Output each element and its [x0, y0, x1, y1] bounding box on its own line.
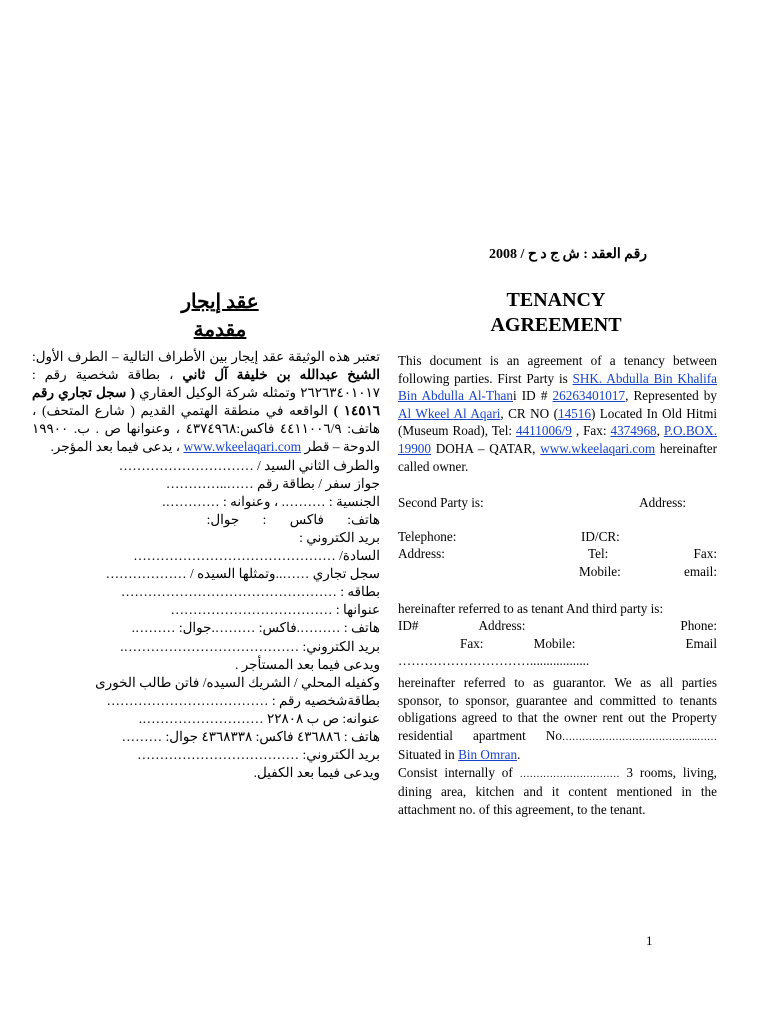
second-party-address-label: Address:	[639, 495, 686, 511]
arabic-line: هاتف: فاكس : جوال:	[206, 511, 380, 527]
pobox-link[interactable]: P.O.BOX. 19900	[398, 423, 717, 456]
arabic-line: والطرف الثاني السيد / …………………………	[118, 457, 380, 473]
arabic-line: هاتف : ……….فاكس: ……….جوال: ……….	[131, 620, 380, 636]
arabic-line: سجل تجاري ……..وتمثلها السيده / ………………	[105, 566, 380, 582]
first-party-link[interactable]: SHK. Abdulla Bin Khalifa Bin Abdulla Al-Than	[398, 370, 717, 404]
english-title-line1: TENANCY	[506, 289, 606, 311]
arabic-intro: تعتبر هذه الوثيقة عقد إيجار بين الأطراف التالية – الطرف الأول: الشيخ عبدالله بن خليفة آل ثاني ، بطاقة شخصية رقم : ٢٦٢٦٣٤٠١٠١٧ وتمثله شركة الوكيل العقاري ( سجل تجاري رقم ١٤٥١٦ ) الواقعه في منطقة الهتمي القديم ( شارع المتحف) ، هاتف: ٤٤١١٠٠٦/٩ فاكس:٤٣٧٤٩٦٨ ، وعنوانها ص . ب. ١٩٩٠٠ الدوحة – قطر www.wkeelaqari.com ، يدعى فيما بعد المؤجر.	[32, 349, 381, 455]
consist-paragraph: Consist internally of ………………………… 3 rooms, living, dining area, kitchen and it content mentioned in the attachment no. of this agreement, to the tenant.	[398, 764, 717, 818]
fax3-label: Fax:	[460, 635, 484, 651]
arabic-column	[32, 348, 380, 782]
arabic-title-line2: مقدمة	[193, 319, 247, 341]
cr-number-link[interactable]: 14516	[557, 405, 591, 421]
website-link[interactable]: www.wkeelaqari.com	[540, 440, 656, 456]
arabic-website-link[interactable]: www.wkeelaqari.com	[183, 439, 302, 455]
guarantor-paragraph: hereinafter referred to as guarantor. We as all parties sponsor, to sponsor, guarantee and committed to tenants obligations agreed to that the owner rent out the Property residential apartment No…………………………………..…… Situated in Bin Omran.	[398, 674, 717, 763]
tel-link[interactable]: 4411006/9	[515, 423, 572, 439]
telephone-row	[398, 528, 717, 546]
fax-link[interactable]: 4374968	[610, 423, 657, 439]
phone3-label: Phone:	[680, 618, 717, 634]
cr-text: ( سجل تجاري رقم ١٤٥١٦ )	[32, 385, 381, 419]
arabic-line: بطاقه : …………………………………………	[120, 584, 380, 600]
second-party-label: Second Party is:	[398, 495, 484, 511]
id-number-link[interactable]: 26263401017	[552, 388, 626, 404]
agent-link[interactable]: Al Wkeel Al Aqari	[398, 405, 501, 421]
arabic-line: ويدعى فيما بعد المستأجر .	[234, 656, 380, 672]
arabic-title	[160, 288, 280, 344]
second-party-row	[398, 494, 717, 512]
english-title-line2: AGREEMENT	[490, 314, 622, 336]
arabic-line: بريد الكتروني :	[299, 529, 380, 545]
address-label: Address:	[398, 546, 445, 562]
arabic-line: هاتف : ٤٣٦٨٨٦ فاكس: ٤٣٦٨٣٣٨ جوال: ………	[121, 728, 380, 744]
tel-label: Tel:	[588, 546, 609, 562]
arabic-line: بريد الكتروني: ………………………………….	[120, 638, 380, 654]
email3-label: Email	[685, 635, 717, 651]
english-title	[480, 288, 632, 338]
owner-name: الشيخ عبدالله بن خليفة آل ثاني	[182, 367, 380, 383]
arabic-line: وكفيله المحلي / الشريك السيده/ فاتن طالب الخورى	[95, 674, 380, 690]
arabic-line: عنوانها : ………………………………	[170, 602, 380, 618]
arabic-line: بريد الكتروني: ………………………………	[137, 747, 380, 763]
arabic-title-line1: عقد إيجار	[181, 291, 259, 313]
arabic-line: الجنسية : ………. ، وعنوانه : ………….	[162, 493, 380, 509]
english-column	[398, 352, 717, 819]
arabic-line: ويدعى فيما بعد الكفيل.	[253, 765, 380, 781]
address-row	[398, 545, 717, 563]
idcr-label: ID/CR:	[581, 528, 620, 544]
dots-line: …………………………..................	[398, 653, 590, 669]
third-party-row	[398, 617, 717, 635]
intro-paragraph: This document is an agreement of a tenancy between following parties. First Party is SHK. Abdulla Bin Khalifa Bin Abdulla Al-Thani ID # 26263401017, Represented by Al Wkeel Al Aqari, CR NO (14516) Located In Old Hitmi (Museum Road), Tel: 4411006/9 , Fax: 4374968, P.O.BOX. 19900 DOHA – QATAR, www.wkeelaqari.com hereinafter called owner.	[398, 353, 718, 474]
arabic-line: جواز سفر / بطاقة رقم ……..…………	[165, 475, 380, 491]
mobile3-label: Mobile:	[533, 635, 576, 651]
arabic-line: بطاقةشخصيه رقم : ………………………………	[106, 692, 380, 708]
third-party-row2	[398, 635, 717, 653]
mobile-row	[398, 563, 717, 581]
mobile-label: Mobile:	[579, 563, 621, 579]
arabic-line: السادة/ ………………………………………	[133, 548, 380, 564]
page-number: 1	[646, 933, 653, 948]
contract-number: رقم العقد : ش ج د ح / 2008	[488, 247, 648, 262]
fax-label: Fax:	[693, 546, 717, 562]
arabic-line: عنوانه: ص ب ٢٢٨٠٨ ……………………….	[138, 710, 380, 726]
tenant-paragraph: hereinafter referred to as tenant And third party is:	[398, 600, 664, 616]
id3-label: ID#	[398, 618, 419, 634]
address3-label: Address:	[478, 618, 526, 634]
email-label: email:	[684, 563, 717, 579]
location-link[interactable]: Bin Omran	[458, 747, 518, 763]
telephone-label: Telephone:	[398, 528, 457, 544]
